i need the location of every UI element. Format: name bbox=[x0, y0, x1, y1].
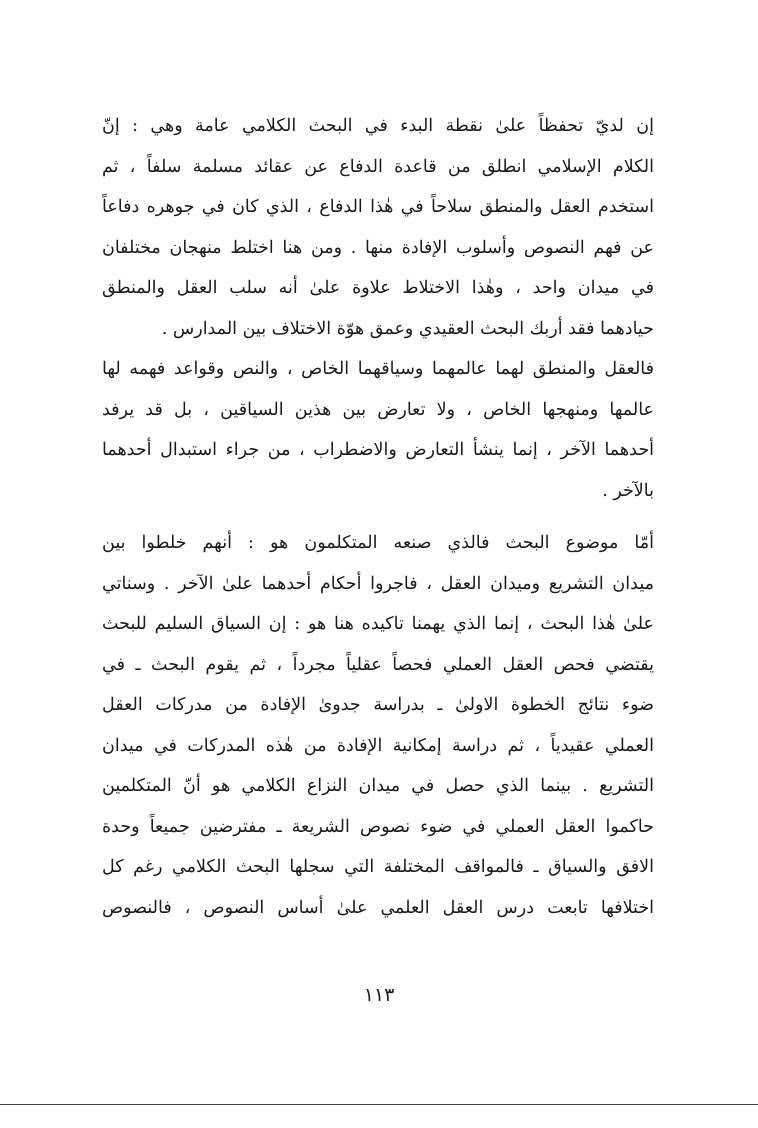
bottom-divider bbox=[0, 1104, 758, 1105]
text-line: ضوء نتائج الخطوة الاولىٰ ـ بدراسة جدوىٰ الإفادة من مدركات العقل bbox=[102, 695, 654, 715]
text-line: عالمها ومنهجها الخاص ، ولا تعارض بين هذين السياقين ، بل قد يرفد bbox=[102, 399, 654, 420]
text-line: اختلافها تابعت درس العقل العلمي علىٰ أساس النصوص ، فالنصوص bbox=[102, 897, 654, 918]
text-line: حيادهما فقد أربك البحث العقيدي وعمق هوّة الاختلاف بين المدارس . bbox=[161, 318, 654, 339]
text-line: في ميدان واحد ، وهٰذا الاختلاط علاوة علىٰ أنه سلب العقل والمنطق bbox=[102, 278, 654, 298]
text-line: بالآخر . bbox=[602, 480, 654, 501]
text-line: أحدهما الآخر ، إنما ينشأ التعارض والاضطراب ، من جراء استبدال أحدهما bbox=[102, 440, 654, 460]
text-line: الكلام الإسلامي انطلق من قاعدة الدفاع عن عقائد مسلمة سلفاً ، ثم bbox=[102, 156, 654, 177]
text-line: استخدم العقل والمنطق سلاحاً في هٰذا الدفاع ، الذي كان في جوهره دفاعاً bbox=[102, 197, 654, 217]
text-line: عن فهم النصوص وأسلوب الإفادة منها . ومن هنا اختلط منهجان مختلفان bbox=[102, 237, 654, 258]
text-line: علىٰ هٰذا البحث ، إنما الذي يهمنا تاكيده هنا هو : إن السياق السليم للبحث bbox=[102, 614, 654, 634]
text-line: إن لديّ تحفظاً علىٰ نقطة البدء في البحث الكلامي عامة وهي : إنّ bbox=[102, 116, 654, 136]
text-line: الافق والسياق ـ فالمواقف المختلفة التي سجلها البحث الكلامي رغم كل bbox=[102, 857, 654, 877]
text-line: العملي عقيدياً ، ثم دراسة إمكانية الإفادة من هٰذه المدركات في ميدان bbox=[102, 735, 654, 756]
page-number: ١١٣ bbox=[363, 984, 395, 1006]
text-line: التشريع . بينما الذي حصل في ميدان النزاع الكلامي هو أنّ المتكلمين bbox=[102, 776, 654, 796]
text-line: أمّا موضوع البحث فالذي صنعه المتكلمون هو : أنهم خلطوا بين bbox=[102, 533, 654, 553]
body-text bbox=[102, 106, 654, 928]
text-line: يقتضي فحص العقل العملي فحصاً عقلياً مجرداً ، ثم يقوم البحث ـ في bbox=[102, 654, 654, 675]
text-line: حاكموا العقل العملي في ضوء نصوص الشريعة ـ مفترضين جميعاً وحدة bbox=[102, 816, 654, 837]
text-line: ميدان التشريع وميدان العقل ، فاجروا أحكام أحدهما علىٰ الآخر . وسناتي bbox=[102, 573, 654, 594]
text-line: فالعقل والمنطق لهما عالمهما وسياقهما الخاص ، والنص وقواعد فهمه لها bbox=[102, 359, 654, 379]
